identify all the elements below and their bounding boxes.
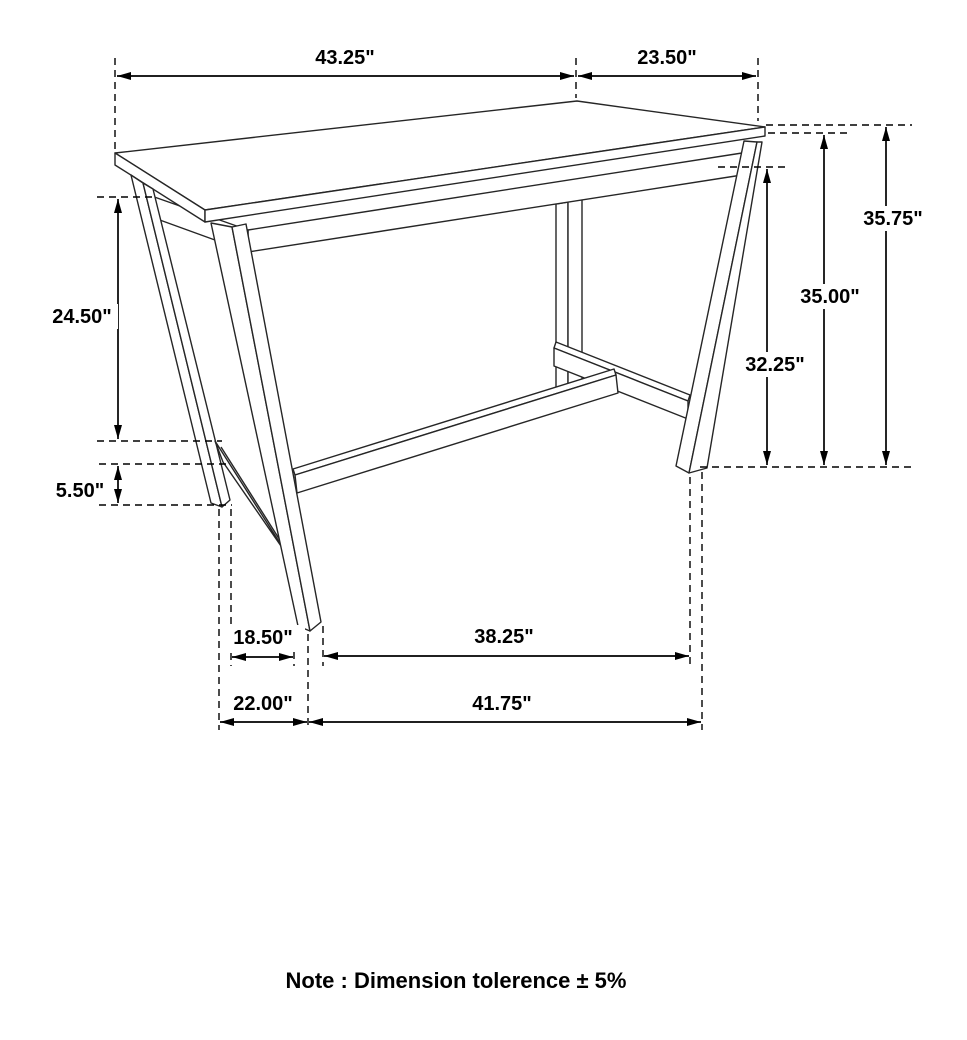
dim-label-feet-spacing-depth: 18.50" [233,627,293,649]
front-left-leg [211,223,321,631]
dimension-left-foot-height [44,466,118,503]
dim-label-apron-clearance: 32.25" [745,354,805,376]
dimension-base-depth [220,691,307,722]
tabletop-surface [115,101,765,210]
dimension-feet-spacing-depth [221,625,305,657]
dimension-feet-spacing-length [324,624,689,656]
dim-label-feet-spacing-length: 38.25" [474,626,534,648]
table-drawing [115,101,765,631]
dim-label-left-leg-height: 24.50" [52,306,112,328]
dim-label-top-depth: 23.50" [637,47,697,69]
front-right-leg [676,141,762,473]
dim-label-overall-height: 35.75" [863,208,923,230]
tolerance-note: Note : Dimension tolerence ± 5% [285,968,627,993]
dim-label-top-length: 43.25" [315,47,375,69]
dim-label-base-depth: 22.00" [233,693,293,715]
dimension-base-length [309,691,701,722]
dimension-top-depth [578,47,756,76]
dimension-left-leg-height [38,199,118,439]
dim-label-left-foot-height: 5.50" [55,480,105,502]
dimension-underside-height [786,135,874,465]
long-stretcher-rail [293,369,618,493]
dim-label-base-length: 41.75" [472,693,532,715]
dimension-top-length [117,47,574,76]
dim-label-underside-height: 35.00" [800,286,860,308]
